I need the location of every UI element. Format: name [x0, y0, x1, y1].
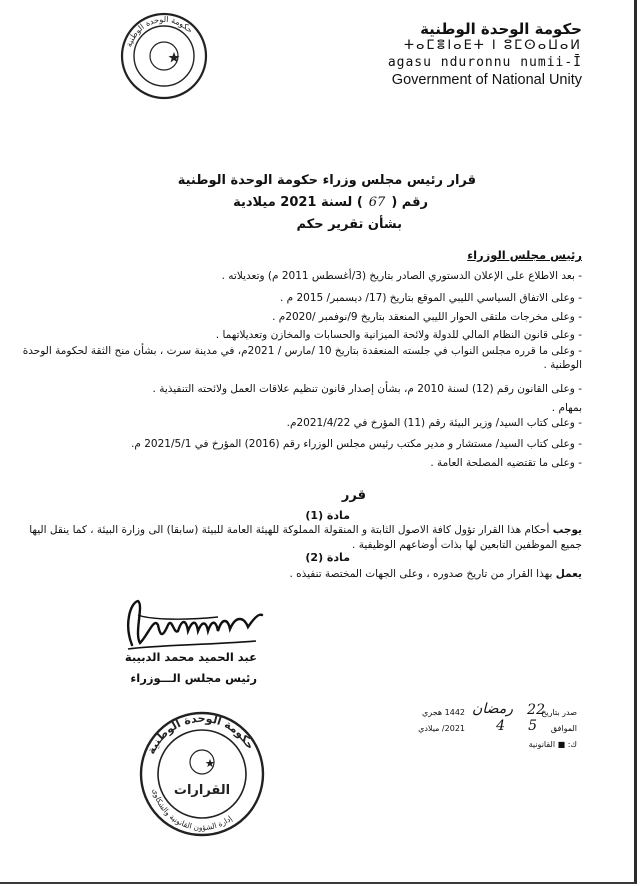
- seal-outer-text: حكومة الوحدة الوطنية: [144, 711, 257, 757]
- hijri-year: 1442 هجري: [422, 708, 465, 717]
- article-text: [17, 523, 582, 553]
- government-seal-top: [120, 12, 208, 100]
- article-heading: مادة (2): [305, 551, 350, 564]
- government-name-arabic: حكومة الوحدة الوطنية: [420, 20, 582, 38]
- preamble-item: - وعلى الاتفاق السياسي الليبي الموقع بتاريخ (17/ ديسمبر/ 2015 م .: [279, 292, 582, 304]
- decision-number: 67: [368, 195, 386, 210]
- handwritten-greg-day: 5: [528, 718, 537, 734]
- signatory-name: عبد الحميد محمد الدبيبة: [124, 650, 257, 664]
- preamble-item: بمهام .: [551, 402, 582, 414]
- decision-number-prefix: رقم (: [391, 195, 428, 210]
- preamble-item: - وعلى مخرجات ملتقى الحوار الليبي المنعقد بتاريخ 9/نوفمبر /2020م .: [272, 311, 582, 323]
- article-lead: يوجب: [552, 524, 582, 536]
- government-name-english: Government of National Unity: [391, 72, 582, 88]
- reference-label: ك: ■ القانونية: [528, 740, 577, 749]
- government-name-tifinagh: ⵜⴰⵎⴻⵏⴰⴹⵜ ⵏ ⵓⵎⵙⴰⵡⴰⵍ: [404, 38, 582, 53]
- decision-word: قرر: [341, 488, 366, 503]
- seal-center-text: القرارات: [173, 783, 231, 798]
- preamble-item: - وعلى ما تقتضيه المصلحة العامة .: [430, 457, 582, 469]
- handwritten-hijri-day: 22: [527, 702, 545, 718]
- article-lead: يعمل: [555, 568, 582, 580]
- government-name-amazigh-latin: agasu nduronnu numii-Ī: [387, 55, 582, 70]
- handwritten-signature: [118, 595, 266, 653]
- decision-title: قرار رئيس مجلس وزراء حكومة الوحدة الوطنية: [177, 173, 476, 188]
- prime-minister-heading: رئيس مجلس الوزراء: [467, 248, 582, 262]
- decisions-office-seal: [138, 710, 266, 838]
- handwritten-hijri-month: رمضان: [472, 701, 513, 717]
- preamble-item: - وعلى كتاب السيد/ وزير البيئة رقم (11) المؤرخ في 2021/4/22م.: [286, 417, 582, 429]
- preamble-item: - بعد الاطلاع على الإعلان الدستوري الصادر بتاريخ (3/أغسطس 2011 م) وتعديلاته .: [221, 270, 582, 282]
- article-heading: مادة (1): [305, 509, 350, 522]
- decision-year: ) لسنة 2021 ميلادية: [233, 195, 363, 210]
- preamble-item: - وعلى القانون رقم (12) لسنة 2010 م، بشأن إصدار قانون تنظيم علاقات العمل ولائحته التنفيذية .: [152, 383, 582, 395]
- signatory-title: رئيس مجلس الـــوزراء: [130, 671, 257, 685]
- issue-date-stamp: [395, 701, 585, 752]
- gregorian-year: 2021/ ميلادي: [418, 724, 465, 733]
- seal-lower-text: إدارة الشؤون القانونية والشكاوى: [150, 787, 234, 833]
- preamble-item: - وعلى كتاب السيد/ مستشار و مدير مكتب رئيس مجلس الوزراء رقم (2016) المؤرخ في 2021/5/1 م.: [131, 438, 582, 450]
- article-body: بهذا القرار من تاريخ صدوره ، وعلى الجهات المختصة تنفيذه .: [289, 568, 556, 580]
- article-body: أحكام هذا القرار تؤول كافة الاصول الثابتة و المنقولة المملوكة للهيئة العامة للبيئة (سابقا) الى وزارة البيئة ، كما ينقل اليها جميع الموظفين التابعين لها بذات أوضاعهم الوظيفية .: [29, 524, 582, 551]
- svg-text:حكومة الوحدة الوطنية: حكومة الوحدة الوطنية: [124, 14, 195, 49]
- preamble-item: - وعلى قانون النظام المالي للدولة ولائحة الميزانية والحسابات والمخازن وتعديلاتهما .: [215, 329, 582, 341]
- article-text: [42, 567, 582, 581]
- decision-number-line: [233, 195, 428, 210]
- issued-label: صدر بتاريخ: [541, 708, 577, 717]
- handwritten-greg-month: 4: [496, 718, 505, 734]
- decision-subject: بشأن تقرير حكم: [296, 217, 402, 232]
- preamble-item: - وعلى ما قرره مجلس النواب في جلسته المنعقدة بتاريخ 10 /مارس / 2021م، في مدينة سرت ، بشأن منح الثقة لحكومة الوحدة الوطنية .: [22, 345, 582, 371]
- agreement-label: الموافق: [550, 724, 577, 733]
